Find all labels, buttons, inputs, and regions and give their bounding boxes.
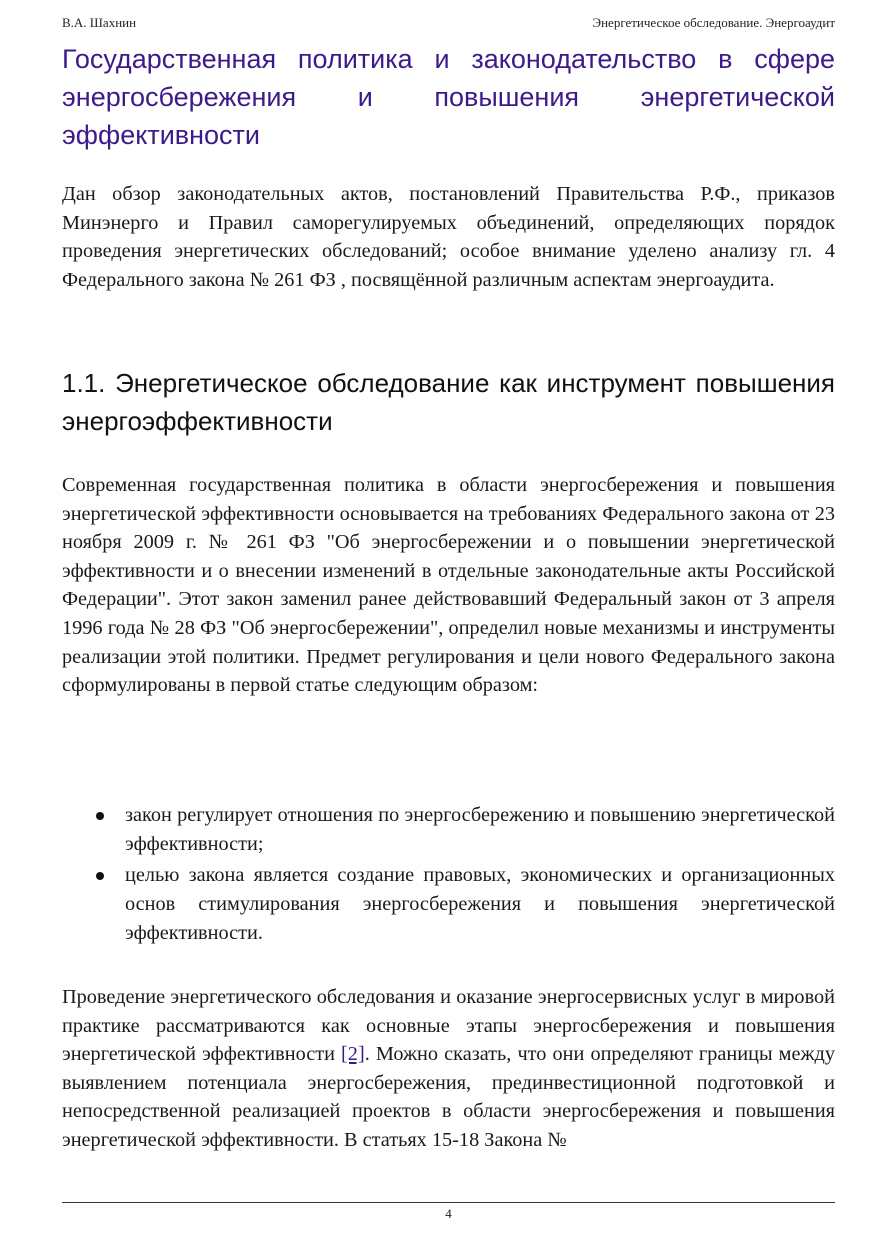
page-number: 4 [445,1206,452,1221]
header-author: В.А. Шахнин [62,15,137,30]
bullet-icon [96,812,104,820]
chapter-title: Государственная политика и законодательство в сфере энергосбережения и повышения энергетической эффективности [62,44,835,150]
document-page [62,0,835,1241]
bullet-icon [96,872,104,880]
abstract-paragraph: Дан обзор законодательных актов, постановлений Правительства Р.Ф., приказов Минэнерго и Правил саморегулируемых объединений, определяющих порядок проведения энергетических обследований; особое внимание уделено анализу гл. 4 Федерального закона № 261 ФЗ , посвящённой различным аспектам энергоаудита. [62,183,835,291]
footer-divider [62,1202,835,1203]
paragraph-2-text-start: Проведение энергетического обследования и оказание энергосервисных услуг в мировой практике рассматриваются как основные этапы энергосбережения и повышения энергетической эффективности [62,986,835,1066]
paragraph-2-text-end: . Можно сказать, что они определяют границы между выявлением потенциала энергосбережения, прединвестиционной подготовкой и непосредственной реализацией проектов в области энергосбережения и повышения энергетической эффективности. В статьях 15-18 Закона № [62,1043,835,1151]
list-item [62,801,835,859]
section-title: 1.1. Энергетическое обследование как инструмент повышения энергоэффективности [62,368,835,436]
reference-link[interactable]: [2] [341,1043,365,1066]
header-book-title: Энергетическое обследование. Энергоаудит [592,15,835,30]
list-item [62,861,835,948]
body-paragraph-1: Современная государственная политика в области энергосбережения и повышения энергетической эффективности основывается на требованиях Федерального закона от 23 ноября 2009 г. № 261 ФЗ "Об энергосбережении и о повышении энергетической эффективности и о внесении изменений в отдельные законодательные акты Российской Федерации". Этот закон заменил ранее действовавший Федеральный закон от 3 апреля 1996 года № 28 ФЗ "Об энергосбережении", определил новые механизмы и инструменты реализации этой политики. Предмет регулирования и цели нового Федерального закона сформулированы в первой статье следующим образом: [62,474,835,697]
list-item-text: целью закона является создание правовых, экономических и организационных основ стимулирования энергосбережения и повышения энергетической эффективности. [125,864,835,944]
bullet-list [62,801,835,950]
list-item-text: закон регулирует отношения по энергосбережению и повышению энергетической эффективности; [125,804,835,855]
body-paragraph-2 [62,983,835,1155]
